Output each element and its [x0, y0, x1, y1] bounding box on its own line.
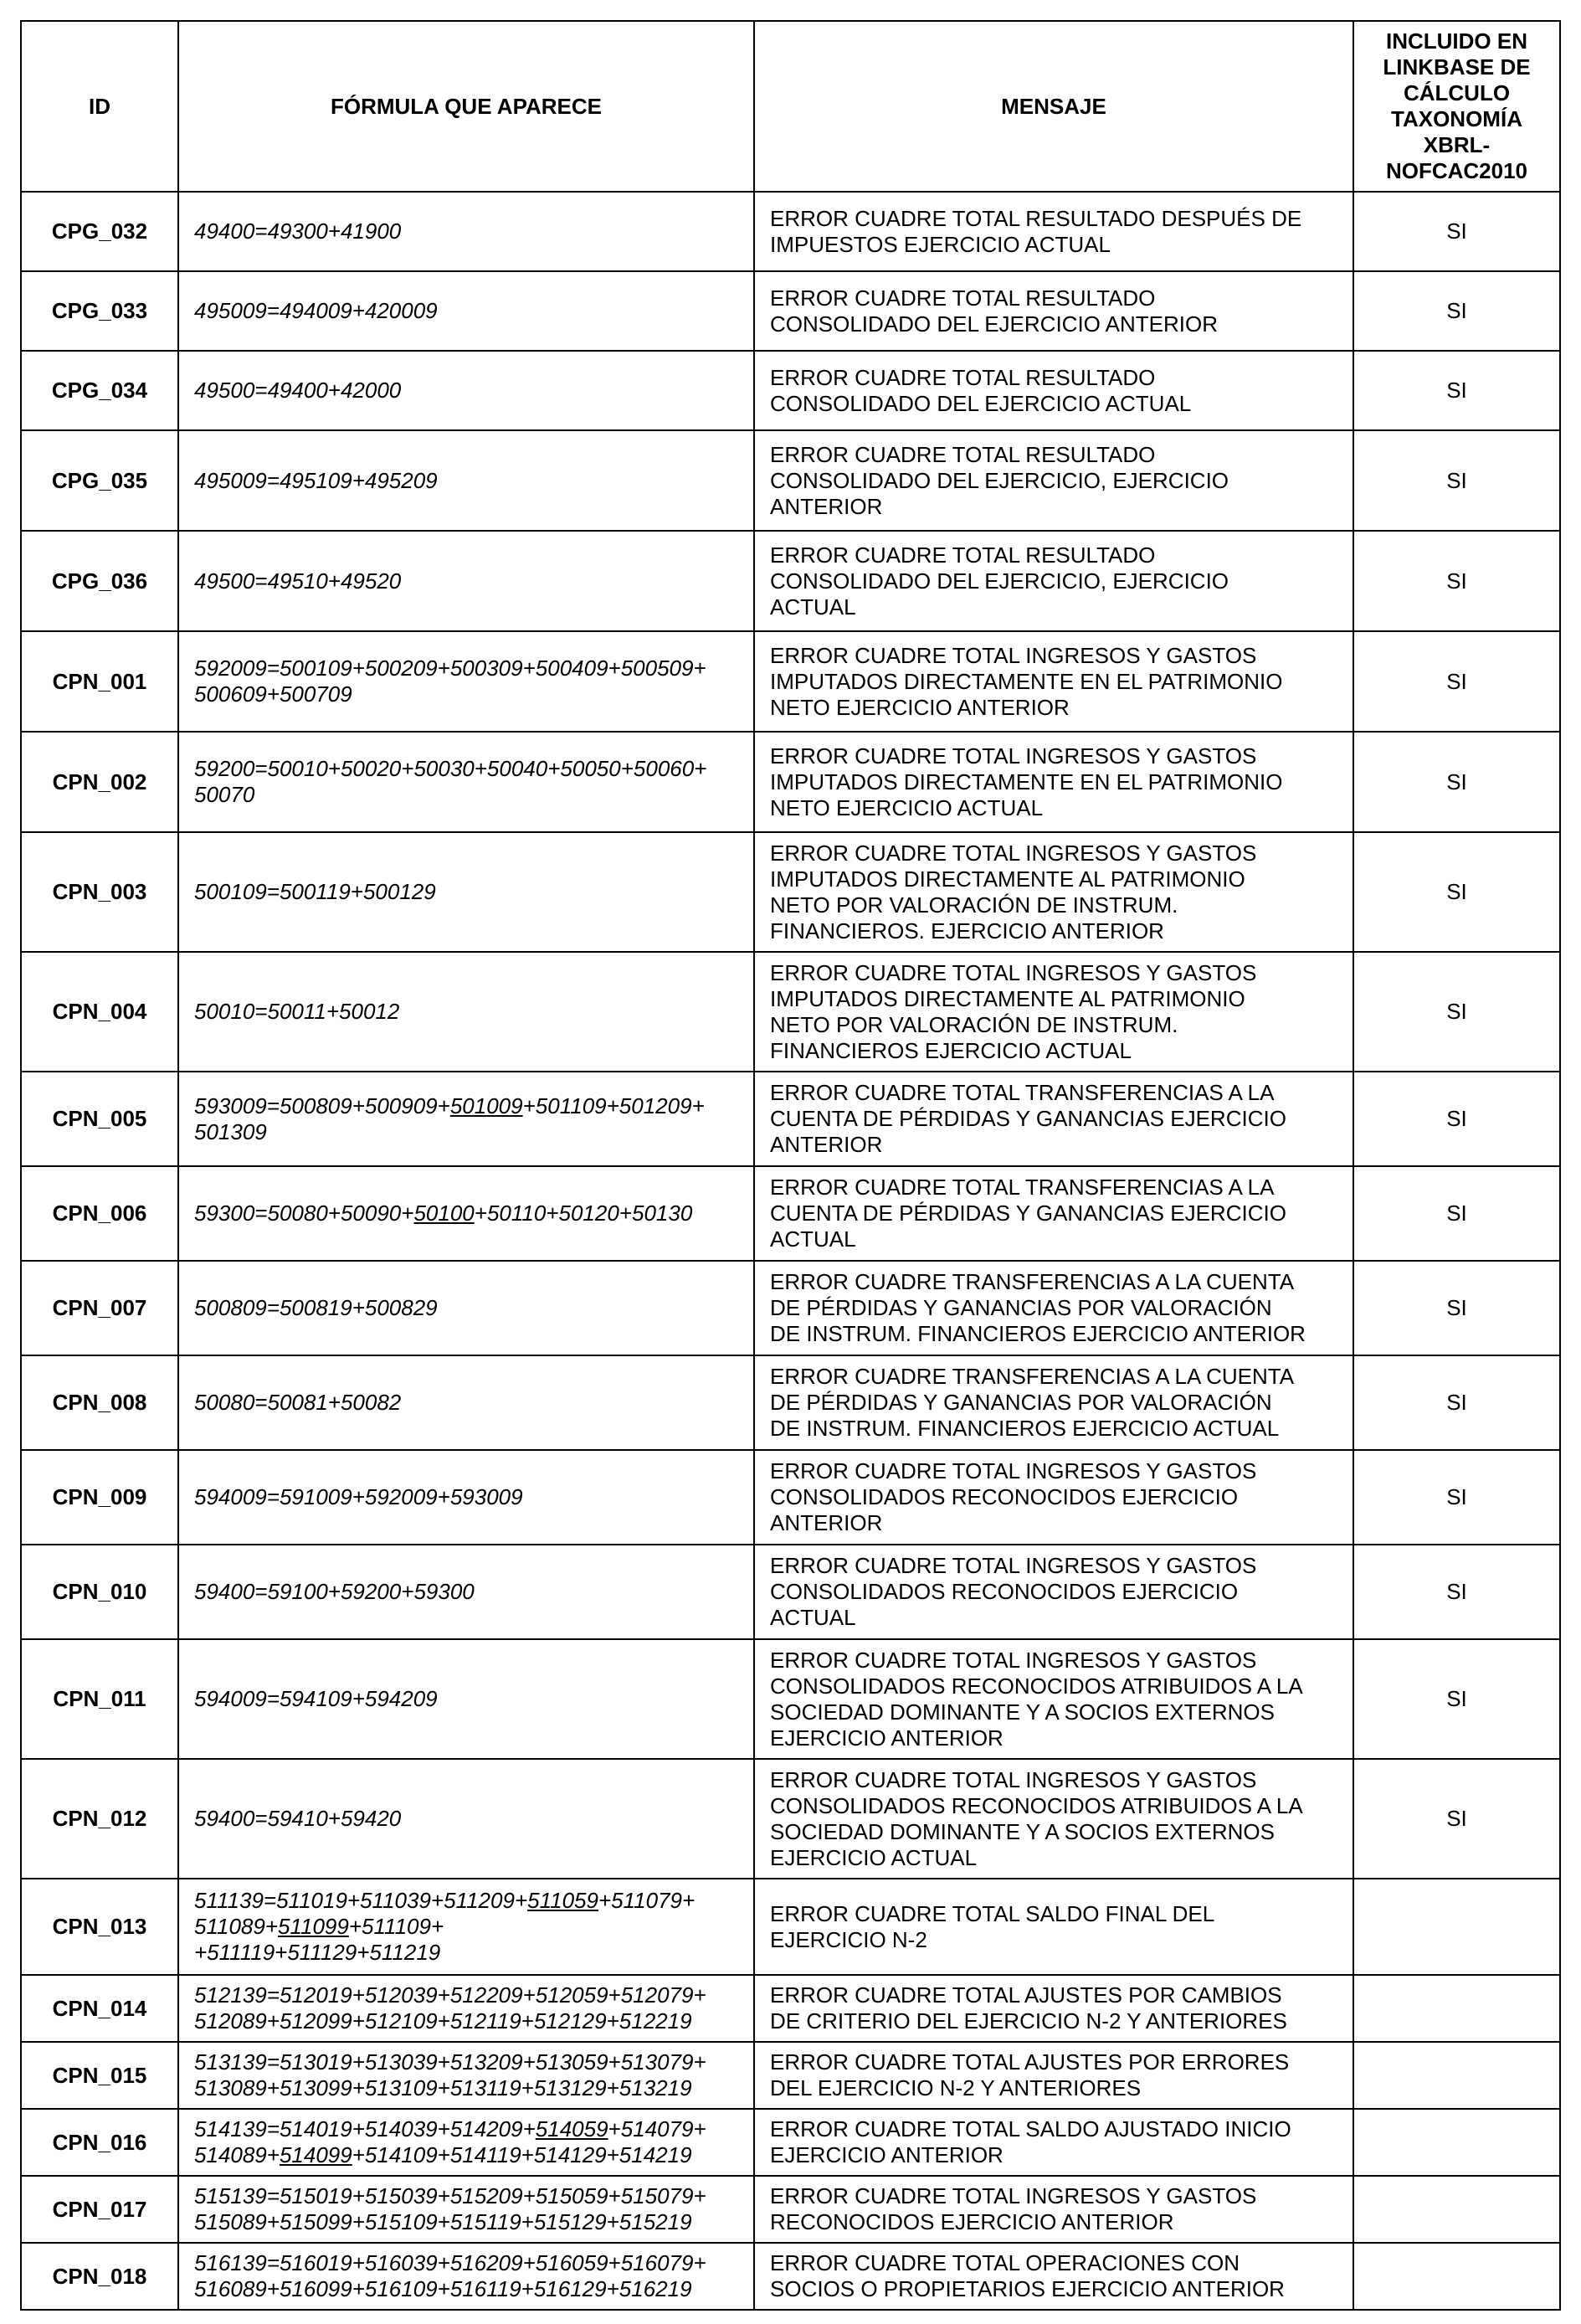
message-line: ERROR CUADRE TOTAL RESULTADO [770, 441, 1156, 467]
formula-line [194, 782, 738, 808]
cell-message [754, 271, 1353, 351]
cell-included: SI [1353, 1072, 1560, 1166]
cell-formula [178, 1261, 754, 1355]
message-line: EJERCICIO ANTERIOR [770, 2142, 1004, 2167]
cell-message [754, 1072, 1353, 1166]
formula-segment-underlined: 514099 [279, 2142, 352, 2167]
table-row [21, 271, 1560, 351]
cell-message [754, 1545, 1353, 1639]
formula-segment: 59300=50080+50090+ [194, 1201, 414, 1226]
cell-id: CPN_009 [21, 1450, 178, 1545]
message-line: ERROR CUADRE TOTAL INGRESOS Y GASTOS [770, 642, 1257, 668]
formula-line [194, 1201, 738, 1226]
header-included-line: TAXONOMÍA [1391, 106, 1522, 131]
header-id: ID [21, 21, 178, 192]
cell-formula [178, 1879, 754, 1975]
formula-line [194, 1484, 738, 1510]
cell-included: SI [1353, 732, 1560, 832]
cell-included [1353, 2109, 1560, 2176]
formula-line [194, 1888, 738, 1914]
cell-message [754, 1975, 1353, 2042]
table-row [21, 531, 1560, 631]
cell-included: SI [1353, 271, 1560, 351]
formula-segment: 59200=50010+50020+50030+50040+50050+50060+ [194, 756, 707, 781]
table-row [21, 351, 1560, 430]
table-row [21, 192, 1560, 271]
formula-line [194, 1806, 738, 1832]
cell-included: SI [1353, 1261, 1560, 1355]
cell-formula [178, 2109, 754, 2176]
message-line: CUENTA DE PÉRDIDAS Y GANANCIAS EJERCICIO [770, 1201, 1286, 1226]
formula-segment: 50070 [194, 782, 255, 807]
cell-formula [178, 1166, 754, 1261]
message-line: ERROR CUADRE TOTAL OPERACIONES CON [770, 2250, 1240, 2275]
cell-id: CPN_001 [21, 631, 178, 732]
message-line: SOCIEDAD DOMINANTE Y A SOCIOS EXTERNOS [770, 1818, 1275, 1844]
message-line: FINANCIEROS EJERCICIO ACTUAL [770, 1037, 1132, 1063]
formula-segment: 495009=495109+495209 [194, 467, 438, 493]
message-line: CONSOLIDADOS RECONOCIDOS ATRIBUIDOS A LA [770, 1673, 1303, 1699]
formula-segment: 514089+ [194, 2142, 280, 2167]
formula-segment: 500109=500119+500129 [194, 879, 436, 904]
formula-line [194, 1982, 738, 2008]
message-line: DEL EJERCICIO N-2 Y ANTERIORES [770, 2075, 1142, 2100]
header-included-line: NOFCAC2010 [1385, 158, 1528, 183]
formula-segment: 495009=494009+420009 [194, 298, 438, 323]
cell-id: CPG_033 [21, 271, 178, 351]
formula-segment: +511109+ [348, 1914, 444, 1939]
formula-line [194, 999, 738, 1025]
cell-id: CPN_003 [21, 832, 178, 952]
message-line: ACTUAL [770, 1226, 856, 1252]
header-message: MENSAJE [754, 21, 1353, 192]
cell-id: CPN_004 [21, 952, 178, 1072]
table-row [21, 430, 1560, 531]
formula-line [194, 1390, 738, 1416]
formula-line [194, 568, 738, 594]
cell-formula [178, 732, 754, 832]
cell-message [754, 832, 1353, 952]
formula-line [194, 656, 738, 681]
formula-segment: 49500=49510+49520 [194, 568, 402, 594]
cell-formula [178, 832, 754, 952]
message-line: SOCIEDAD DOMINANTE Y A SOCIOS EXTERNOS [770, 1699, 1275, 1725]
cell-id: CPG_036 [21, 531, 178, 631]
formula-segment: 500809=500819+500829 [194, 1295, 438, 1320]
formula-line [194, 468, 738, 494]
cell-id: CPN_012 [21, 1759, 178, 1879]
message-line: ERROR CUADRE TOTAL TRANSFERENCIAS A LA [770, 1080, 1275, 1105]
table-row [21, 2109, 1560, 2176]
formula-line [194, 2142, 738, 2168]
formula-segment: 50010=50011+50012 [194, 999, 400, 1024]
cell-formula [178, 430, 754, 531]
formula-segment: 511089+ [194, 1914, 279, 1939]
table-row [21, 2176, 1560, 2243]
formula-segment: 514139=514019+514039+514209+ [194, 2116, 536, 2141]
formula-segment: +50110+50120+50130 [474, 1201, 693, 1226]
table-row [21, 631, 1560, 732]
cell-message [754, 351, 1353, 430]
table-row [21, 732, 1560, 832]
cell-id: CPN_008 [21, 1355, 178, 1450]
message-line: ANTERIOR [770, 1132, 883, 1157]
cell-id: CPN_005 [21, 1072, 178, 1166]
formula-segment: 500609+500709 [194, 681, 352, 707]
cell-message [754, 1879, 1353, 1975]
formula-segment-underlined: 514059 [535, 2116, 608, 2141]
formula-segment: +514079+ [608, 2116, 706, 2141]
message-line: ERROR CUADRE TOTAL INGRESOS Y GASTOS [770, 840, 1257, 866]
formula-segment: 593009=500809+500909+ [194, 1093, 450, 1118]
cell-id: CPN_007 [21, 1261, 178, 1355]
cell-message [754, 1639, 1353, 1759]
message-line: IMPUTADOS DIRECTAMENTE EN EL PATRIMONIO [770, 668, 1283, 694]
formula-segment-underlined: 50100 [413, 1201, 475, 1226]
message-line: ERROR CUADRE TRANSFERENCIAS A LA CUENTA [770, 1269, 1295, 1294]
message-line: ERROR CUADRE TOTAL SALDO AJUSTADO INICIO [770, 2116, 1291, 2141]
formula-segment: 501309 [194, 1118, 267, 1144]
formula-line [194, 1914, 738, 1940]
cell-id: CPN_010 [21, 1545, 178, 1639]
table-row [21, 1975, 1560, 2042]
message-line: EJERCICIO ANTERIOR [770, 1725, 1004, 1751]
cell-message [754, 631, 1353, 732]
cell-id: CPN_018 [21, 2243, 178, 2310]
formula-line [194, 681, 738, 707]
cell-id: CPN_016 [21, 2109, 178, 2176]
message-line: ERROR CUADRE TOTAL AJUSTES POR CAMBIOS [770, 1982, 1282, 2008]
cell-message [754, 1166, 1353, 1261]
formula-segment: 59400=59410+59420 [194, 1806, 402, 1831]
formula-segment: 594009=591009+592009+593009 [194, 1484, 523, 1509]
formula-segment: 594009=594109+594209 [194, 1686, 438, 1711]
formula-line [194, 2250, 738, 2276]
cell-message [754, 1450, 1353, 1545]
cell-message [754, 1759, 1353, 1879]
cell-included [1353, 2243, 1560, 2310]
cell-message [754, 192, 1353, 271]
cell-formula [178, 1975, 754, 2042]
cell-included: SI [1353, 832, 1560, 952]
message-line: ERROR CUADRE TOTAL SALDO FINAL DEL [770, 1900, 1215, 1926]
message-line: DE PÉRDIDAS Y GANANCIAS POR VALORACIÓN [770, 1390, 1272, 1415]
cell-included: SI [1353, 1545, 1560, 1639]
cell-formula [178, 1355, 754, 1450]
cell-formula [178, 531, 754, 631]
formula-line [194, 378, 738, 404]
message-line: CONSOLIDADOS RECONOCIDOS EJERCICIO [770, 1484, 1239, 1509]
cell-included: SI [1353, 531, 1560, 631]
formula-segment: 49500=49400+42000 [194, 378, 402, 403]
table-row [21, 1759, 1560, 1879]
cell-included [1353, 2042, 1560, 2109]
message-line: IMPUTADOS DIRECTAMENTE EN EL PATRIMONIO [770, 769, 1283, 794]
cell-formula [178, 631, 754, 732]
cell-included: SI [1353, 1355, 1560, 1450]
formula-line [194, 2049, 738, 2075]
cell-included: SI [1353, 192, 1560, 271]
cell-message [754, 732, 1353, 832]
table-body [21, 192, 1560, 2310]
message-line: ERROR CUADRE TOTAL INGRESOS Y GASTOS [770, 2183, 1257, 2208]
formula-line [194, 879, 738, 905]
cell-message [754, 531, 1353, 631]
message-line: CONSOLIDADO DEL EJERCICIO ANTERIOR [770, 311, 1219, 337]
cell-included: SI [1353, 952, 1560, 1072]
message-line: CUENTA DE PÉRDIDAS Y GANANCIAS EJERCICIO [770, 1106, 1286, 1131]
formula-segment-underlined: 511099 [278, 1914, 349, 1939]
cell-id: CPG_032 [21, 192, 178, 271]
cell-included [1353, 1879, 1560, 1975]
cell-included: SI [1353, 430, 1560, 531]
message-line: NETO EJERCICIO ANTERIOR [770, 694, 1070, 720]
cell-id: CPN_006 [21, 1166, 178, 1261]
formula-line [194, 2116, 738, 2142]
message-line: RECONOCIDOS EJERCICIO ANTERIOR [770, 2209, 1174, 2234]
formula-segment-underlined: 511059 [527, 1888, 598, 1913]
formula-line [194, 1119, 738, 1145]
cell-included: SI [1353, 1166, 1560, 1261]
formula-line [194, 1579, 738, 1605]
formula-line [194, 2075, 738, 2101]
formula-segment: 512139=512019+512039+512209+512059+512079+ [194, 1982, 706, 2008]
message-line: DE CRITERIO DEL EJERCICIO N-2 Y ANTERIORES [770, 2008, 1287, 2034]
cell-message [754, 430, 1353, 531]
message-line: ERROR CUADRE TOTAL RESULTADO [770, 542, 1156, 568]
cell-id: CPG_035 [21, 430, 178, 531]
formula-segment: 59400=59100+59200+59300 [194, 1579, 475, 1604]
message-line: DE PÉRDIDAS Y GANANCIAS POR VALORACIÓN [770, 1295, 1272, 1320]
message-line: DE INSTRUM. FINANCIEROS EJERCICIO ACTUAL [770, 1416, 1280, 1441]
header-included-line: XBRL- [1423, 132, 1491, 157]
cell-message [754, 1261, 1353, 1355]
cell-included: SI [1353, 351, 1560, 430]
message-line: ERROR CUADRE TOTAL INGRESOS Y GASTOS [770, 1553, 1257, 1578]
message-line: IMPUTADOS DIRECTAMENTE AL PATRIMONIO [770, 985, 1245, 1011]
message-line: CONSOLIDADO DEL EJERCICIO ACTUAL [770, 390, 1192, 416]
formula-segment: 513139=513019+513039+513209+513059+513079+ [194, 2049, 706, 2075]
cell-formula [178, 1450, 754, 1545]
message-line: SOCIOS O PROPIETARIOS EJERCICIO ANTERIOR [770, 2276, 1285, 2301]
cell-included [1353, 2176, 1560, 2243]
message-line: CONSOLIDADOS RECONOCIDOS EJERCICIO [770, 1579, 1239, 1604]
message-line: CONSOLIDADO DEL EJERCICIO, EJERCICIO [770, 467, 1229, 493]
cell-id: CPN_013 [21, 1879, 178, 1975]
formula-segment: +501109+501209+ [522, 1093, 705, 1118]
message-line: ERROR CUADRE TOTAL RESULTADO [770, 364, 1156, 390]
formula-segment: 592009=500109+500209+500309+500409+500509+ [194, 656, 706, 681]
cell-message [754, 952, 1353, 1072]
message-line: ACTUAL [770, 1605, 856, 1630]
message-line: CONSOLIDADO DEL EJERCICIO, EJERCICIO [770, 568, 1229, 594]
formula-line [194, 2008, 738, 2034]
cell-included: SI [1353, 631, 1560, 732]
message-line: FINANCIEROS. EJERCICIO ANTERIOR [770, 918, 1164, 943]
message-line: ERROR CUADRE TOTAL INGRESOS Y GASTOS [770, 1766, 1257, 1792]
cell-id: CPN_014 [21, 1975, 178, 2042]
message-line: DE INSTRUM. FINANCIEROS EJERCICIO ANTERIOR [770, 1321, 1306, 1346]
table-row [21, 1355, 1560, 1450]
message-line: ERROR CUADRE TOTAL INGRESOS Y GASTOS [770, 1458, 1257, 1483]
message-line: ERROR CUADRE TOTAL INGRESOS Y GASTOS [770, 743, 1257, 769]
cell-id: CPN_017 [21, 2176, 178, 2243]
formula-line [194, 298, 738, 324]
cell-message [754, 2176, 1353, 2243]
cell-formula [178, 1072, 754, 1166]
header-included-line: CÁLCULO [1403, 80, 1511, 105]
header-included-line: LINKBASE DE [1383, 54, 1531, 80]
message-line: ERROR CUADRE TOTAL RESULTADO DESPUÉS DE [770, 205, 1302, 231]
cell-formula [178, 351, 754, 430]
formula-segment: 513089+513099+513109+513119+513129+513219 [194, 2075, 692, 2100]
formula-segment: 50080=50081+50082 [194, 1390, 402, 1415]
table-row [21, 952, 1560, 1072]
table-row [21, 1545, 1560, 1639]
table-row [21, 832, 1560, 952]
message-line: ERROR CUADRE TRANSFERENCIAS A LA CUENTA [770, 1364, 1295, 1389]
message-line: ERROR CUADRE TOTAL AJUSTES POR ERRORES [770, 2049, 1290, 2075]
cell-formula [178, 1639, 754, 1759]
formula-line [194, 1093, 738, 1119]
message-line: ERROR CUADRE TOTAL INGRESOS Y GASTOS [770, 1647, 1257, 1673]
message-line: CONSOLIDADOS RECONOCIDOS ATRIBUIDOS A LA [770, 1792, 1303, 1818]
formula-line [194, 2276, 738, 2302]
table-row [21, 1879, 1560, 1975]
table-row [21, 1166, 1560, 1261]
cell-included: SI [1353, 1759, 1560, 1879]
cell-message [754, 2109, 1353, 2176]
cell-formula [178, 1545, 754, 1639]
formula-segment: 516089+516099+516109+516119+516129+516219 [194, 2276, 692, 2301]
cell-formula [178, 2042, 754, 2109]
formula-line [194, 2209, 738, 2235]
cell-id: CPG_034 [21, 351, 178, 430]
cell-formula [178, 2176, 754, 2243]
cell-id: CPN_015 [21, 2042, 178, 2109]
cell-formula [178, 192, 754, 271]
table-row [21, 2243, 1560, 2310]
table-row [21, 1072, 1560, 1166]
formula-segment: +514109+514119+514129+514219 [352, 2142, 692, 2167]
message-line: IMPUESTOS EJERCICIO ACTUAL [770, 231, 1111, 257]
message-line: IMPUTADOS DIRECTAMENTE AL PATRIMONIO [770, 866, 1245, 892]
table-row [21, 1261, 1560, 1355]
cell-formula [178, 1759, 754, 1879]
formula-segment: 49400=49300+41900 [194, 219, 402, 244]
message-line: EJERCICIO ACTUAL [770, 1844, 978, 1870]
formula-segment: 515089+515099+515109+515119+515129+515219 [194, 2209, 692, 2234]
cell-formula [178, 2243, 754, 2310]
message-line: ANTERIOR [770, 1510, 883, 1535]
formula-line [194, 2183, 738, 2209]
message-line: ACTUAL [770, 594, 856, 620]
table-row [21, 1450, 1560, 1545]
cell-formula [178, 952, 754, 1072]
formula-segment: +511079+ [598, 1888, 696, 1913]
message-line: ERROR CUADRE TOTAL RESULTADO [770, 285, 1156, 311]
cell-message [754, 2042, 1353, 2109]
cell-id: CPN_011 [21, 1639, 178, 1759]
table-row [21, 1639, 1560, 1759]
message-line: NETO EJERCICIO ACTUAL [770, 794, 1044, 820]
formula-segment: 516139=516019+516039+516209+516059+516079+ [194, 2250, 706, 2275]
cell-included: SI [1353, 1639, 1560, 1759]
message-line: NETO POR VALORACIÓN DE INSTRUM. [770, 1011, 1178, 1037]
cell-id: CPN_002 [21, 732, 178, 832]
formula-line [194, 756, 738, 782]
formula-line [194, 1940, 738, 1966]
formula-segment-underlined: 501009 [449, 1093, 523, 1118]
header-formula: FÓRMULA QUE APARECE [178, 21, 754, 192]
header-row [21, 21, 1560, 192]
header-included [1353, 21, 1560, 192]
formula-line [194, 1295, 738, 1321]
formula-segment: +511119+511129+511219 [194, 1940, 441, 1965]
formula-line [194, 1686, 738, 1712]
cell-message [754, 1355, 1353, 1450]
formula-segment: 511139=511019+511039+511209+ [194, 1888, 528, 1913]
message-line: ERROR CUADRE TOTAL TRANSFERENCIAS A LA [770, 1175, 1275, 1200]
formula-segment: 515139=515019+515039+515209+515059+515079+ [194, 2183, 706, 2208]
message-line: ERROR CUADRE TOTAL INGRESOS Y GASTOS [770, 959, 1257, 985]
formula-segment: 512089+512099+512109+512119+512129+512219 [194, 2008, 692, 2034]
message-line: EJERCICIO N-2 [770, 1926, 927, 1952]
validation-table [20, 20, 1561, 2311]
message-line: NETO POR VALORACIÓN DE INSTRUM. [770, 892, 1178, 918]
cell-message [754, 2243, 1353, 2310]
table-row [21, 2042, 1560, 2109]
cell-formula [178, 271, 754, 351]
formula-line [194, 219, 738, 244]
cell-included: SI [1353, 1450, 1560, 1545]
header-included-line: INCLUIDO EN [1386, 28, 1527, 54]
cell-included [1353, 1975, 1560, 2042]
message-line: ANTERIOR [770, 493, 883, 519]
